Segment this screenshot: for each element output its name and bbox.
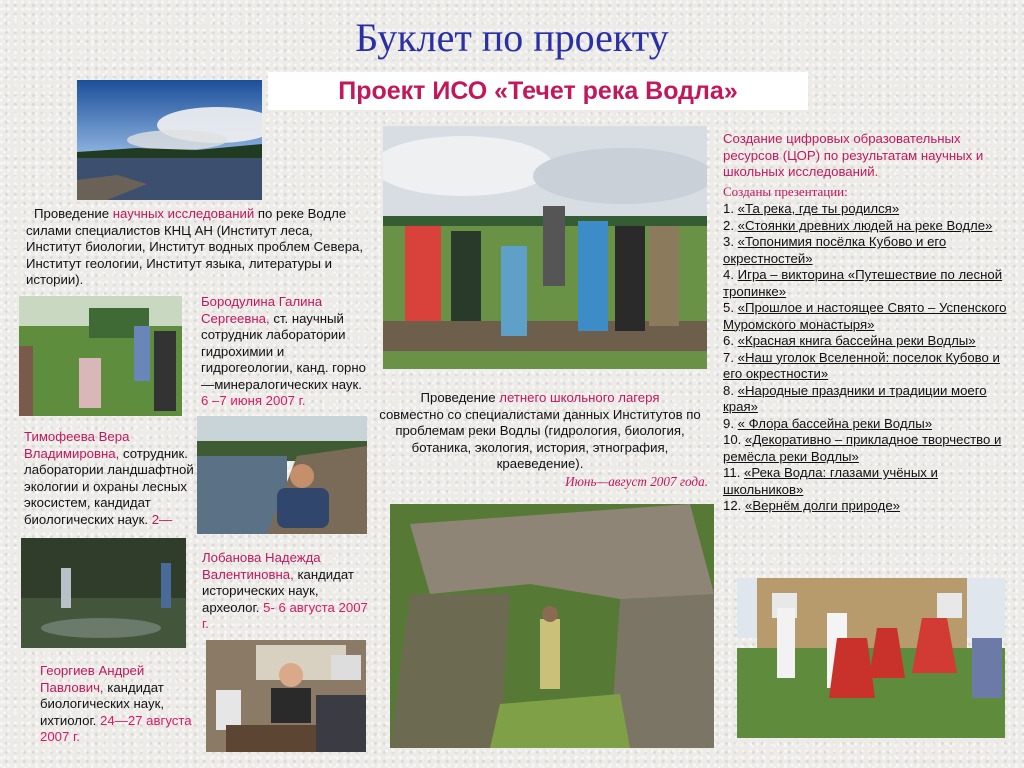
list-item: 7. «Наш уголок Вселенной: поселок Кубово и его окрестности» (723, 349, 1000, 381)
presentation-link[interactable]: « Флора бассейна реки Водлы» (737, 415, 933, 431)
forest-photo (21, 538, 186, 648)
presentation-link[interactable]: «Река Водла: глазами учёных и школьников» (723, 465, 938, 497)
list-item: 9. « Флора бассейна реки Водлы» (723, 415, 933, 431)
list-item: 11. «Река Водла: глазами учёных и школьников» (723, 465, 938, 497)
research-highlight: научных исследований (112, 206, 255, 221)
presentation-link[interactable]: «Декоративно – прикладное творчество и ремёсла реки Водлы» (723, 432, 1002, 464)
list-item: 1. «Та река, где ты родился» (723, 201, 900, 216)
presentation-link[interactable]: «Вернём долги природе» (745, 498, 901, 513)
list-item: 5. «Прошлое и настоящее Свято – Успенского Муромского монастыря» (723, 300, 1007, 332)
group-photo (383, 126, 707, 369)
rocks-photo (197, 416, 367, 534)
list-item: 10. «Декоративно – прикладное творчество и ремёсла реки Водлы» (723, 432, 1002, 464)
list-item: 12. «Вернём долги природе» (723, 498, 901, 513)
presentation-link[interactable]: «Стоянки древних людей на реке Водле» (737, 217, 993, 233)
cor-created-label: Созданы презентации: (723, 184, 848, 199)
presentation-list (723, 201, 1018, 515)
meadow-photo (19, 296, 182, 416)
project-subtitle: Проект ИСО «Течет река Водла» (268, 72, 808, 110)
camp-paragraph: Проведение летнего школьного лагеря совместно со специалистами данных Институтов по проблемам реки Водлы (гидрология, биология, ботаника, экология, история, этнография, краеведение). (379, 390, 701, 471)
presentation-link[interactable]: «Народные праздники и традиции моего края» (723, 382, 987, 414)
research-paragraph: Проведение научных исследований по реке Водле силами специалистов КНЦ АН (Институт леса, Институт биологии, Институт водных проблем Севера, Институт геологии, Институт языка, литературы и истории). (26, 206, 364, 287)
list-item: 8. «Народные праздники и традиции моего края» (723, 382, 987, 414)
georgiev-caption: Георгиев Андрей Павлович, кандидат биологических наук, ихтиолог. 24—27 августа 2007 г. (40, 663, 192, 744)
presentation-link[interactable]: «Красная книга бассейна реки Водлы» (737, 333, 976, 348)
cor-heading: Создание цифровых образовательных ресурсов (ЦОР) по результатам научных и школьных исследований. (723, 131, 984, 179)
borodulina-caption: Бородулина Галина Сергеевна, ст. научный сотрудник лаборатории гидрохимии и гидрогеологии, канд. горно—минералогических наук. 6 –7 июня 2007 г. (201, 294, 366, 408)
page-title: Буклет по проекту (355, 15, 669, 60)
lobanova-caption: Лобанова Надежда Валентиновна, кандидат исторических наук, археолог. 5- 6 августа 2007 г. (202, 550, 368, 631)
presentation-link[interactable]: Игра – викторина «Путешествие по лесной тропинке» (723, 267, 1003, 299)
stone-arch-photo (390, 504, 714, 748)
camp-highlight: летнего школьного лагеря (499, 390, 660, 405)
presentation-link[interactable]: «Наш уголок Вселенной: поселок Кубово и его окрестности» (723, 349, 1000, 381)
classroom-photo (206, 640, 366, 752)
lake-photo (77, 80, 262, 200)
folk-dance-photo (737, 578, 1005, 738)
list-item: 2. «Стоянки древних людей на реке Водле» (723, 217, 993, 233)
presentation-link[interactable]: «Топонимия посёлка Кубово и его окрестностей» (723, 234, 947, 266)
list-item: 6. «Красная книга бассейна реки Водлы» (723, 333, 976, 348)
timofeeva-caption: Тимофеева Вера Владимировна, сотрудник. лаборатории ландшафтной экологии и охраны лесных экосистем, кандидат биологических наук. 2— (24, 429, 194, 527)
list-item: 4. Игра – викторина «Путешествие по лесной тропинке» (723, 267, 1003, 299)
presentation-link[interactable]: «Та река, где ты родился» (737, 201, 900, 216)
camp-date: Июнь—август 2007 года. (565, 474, 708, 489)
presentation-link[interactable]: «Прошлое и настоящее Свято – Успенского Муромского монастыря» (723, 300, 1007, 332)
list-item: 3. «Топонимия посёлка Кубово и его окрестностей» (723, 234, 947, 266)
